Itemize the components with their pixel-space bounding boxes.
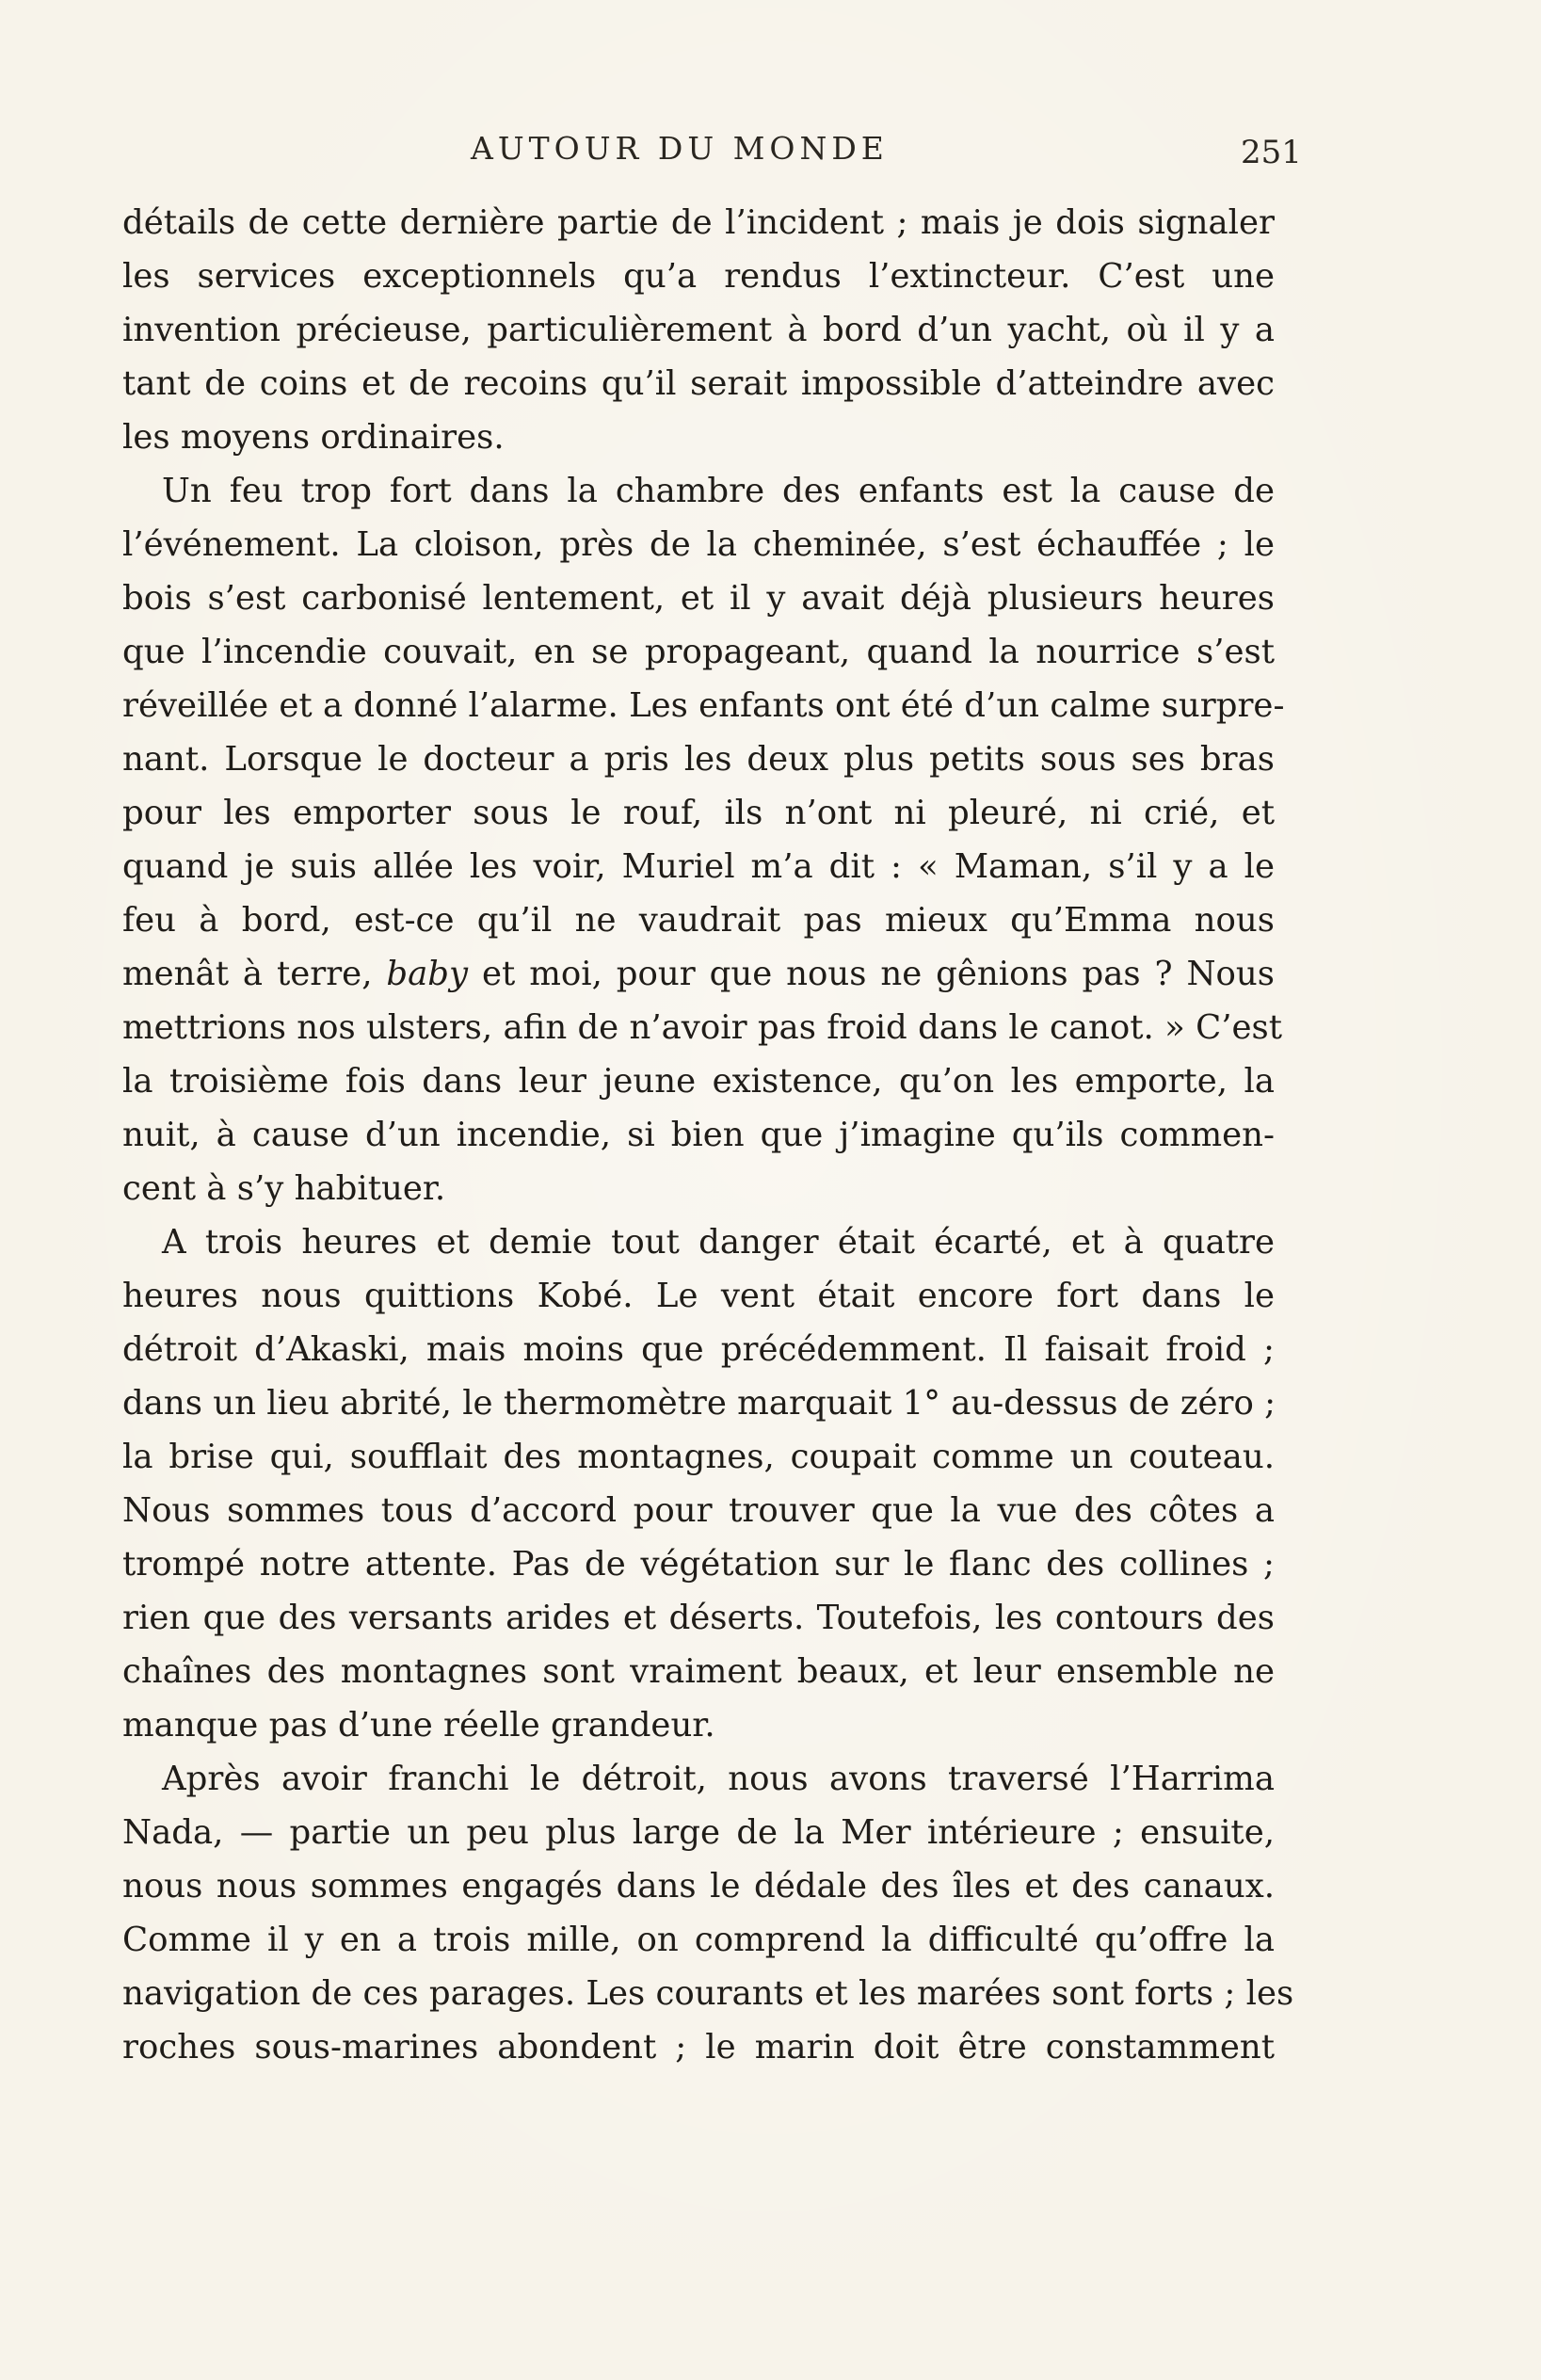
text-line: détails de cette dernière partie de l’incident ; mais je dois signaler xyxy=(122,203,1275,242)
text-line: A trois heures et demie tout danger était écarté, et à quatre xyxy=(162,1223,1275,1262)
text-line: l’événement. La cloison, près de la cheminée, s’est échauffée ; le xyxy=(122,525,1275,564)
text-line: rien que des versants arides et déserts. Toutefois, les contours des xyxy=(122,1599,1275,1637)
text-line: dans un lieu abrité, le thermomètre marquait 1° au-dessus de zéro ; xyxy=(122,1384,1276,1423)
running-head xyxy=(0,130,1541,177)
text-line: bois s’est carbonisé lentement, et il y avait déjà plusieurs heures xyxy=(122,579,1275,618)
text-line: nant. Lorsque le docteur a pris les deux plus petits sous ses bras xyxy=(122,740,1275,779)
text-line: manque pas d’une réelle grandeur. xyxy=(122,1706,715,1745)
text-line: Comme il y en a trois mille, on comprend la difficulté qu’offre la xyxy=(122,1921,1275,1959)
text-line: heures nous quittions Kobé. Le vent était encore fort dans le xyxy=(122,1277,1275,1315)
text-line: Nada, — partie un peu plus large de la Mer intérieure ; ensuite, xyxy=(122,1813,1275,1852)
body-text xyxy=(122,196,1294,2074)
text-line: Après avoir franchi le détroit, nous avons traversé l’Harrima xyxy=(162,1760,1275,1798)
text-line: tant de coins et de recoins qu’il serait impossible d’atteindre avec xyxy=(122,364,1275,403)
text-line: cent à s’y habituer. xyxy=(122,1169,446,1208)
text-line: navigation de ces parages. Les courants et les marées sont forts ; les xyxy=(122,1974,1294,2013)
text-line: roches sous-marines abondent ; le marin doit être constamment xyxy=(122,2028,1275,2066)
text-line: chaînes des montagnes sont vraiment beaux, et leur ensemble ne xyxy=(122,1652,1275,1691)
running-title: AUTOUR DU MONDE xyxy=(471,130,889,167)
text-line: feu à bord, est-ce qu’il ne vaudrait pas mieux qu’Emma nous xyxy=(122,901,1275,940)
text-line: menât à terre, baby et moi, pour que nous ne gênions pas ? Nous xyxy=(122,955,1275,993)
text-line: la brise qui, soufflait des montagnes, coupait comme un couteau. xyxy=(122,1438,1275,1476)
text-line: mettrions nos ulsters, afin de n’avoir pas froid dans le canot. » C’est xyxy=(122,1008,1283,1047)
text-line: trompé notre attente. Pas de végétation sur le flanc des collines ; xyxy=(122,1545,1275,1584)
text-line: pour les emporter sous le rouf, ils n’ont ni pleuré, ni crié, et xyxy=(122,794,1275,832)
page-number: 251 xyxy=(1241,134,1302,171)
italic-word: baby xyxy=(386,955,469,993)
text-line: Nous sommes tous d’accord pour trouver que la vue des côtes a xyxy=(122,1491,1275,1530)
text-line: invention précieuse, particulièrement à bord d’un yacht, où il y a xyxy=(122,311,1275,349)
text-line: les services exceptionnels qu’a rendus l’extincteur. C’est une xyxy=(122,257,1275,296)
text-line: nous nous sommes engagés dans le dédale des îles et des canaux. xyxy=(122,1867,1275,1906)
text-line: réveillée et a donné l’alarme. Les enfants ont été d’un calme surpre- xyxy=(122,686,1285,725)
text-line: quand je suis allée les voir, Muriel m’a dit : « Maman, s’il y a le xyxy=(122,847,1275,886)
text-line: nuit, à cause d’un incendie, si bien que j’imagine qu’ils commen- xyxy=(122,1116,1275,1154)
text-line: les moyens ordinaires. xyxy=(122,418,505,457)
text-line: Un feu trop fort dans la chambre des enfants est la cause de xyxy=(162,472,1275,510)
text-line: détroit d’Akaski, mais moins que précédemment. Il faisait froid ; xyxy=(122,1330,1275,1369)
text-line: que l’incendie couvait, en se propageant, quand la nourrice s’est xyxy=(122,633,1275,671)
text-line: la troisième fois dans leur jeune existence, qu’on les emporte, la xyxy=(122,1062,1275,1101)
